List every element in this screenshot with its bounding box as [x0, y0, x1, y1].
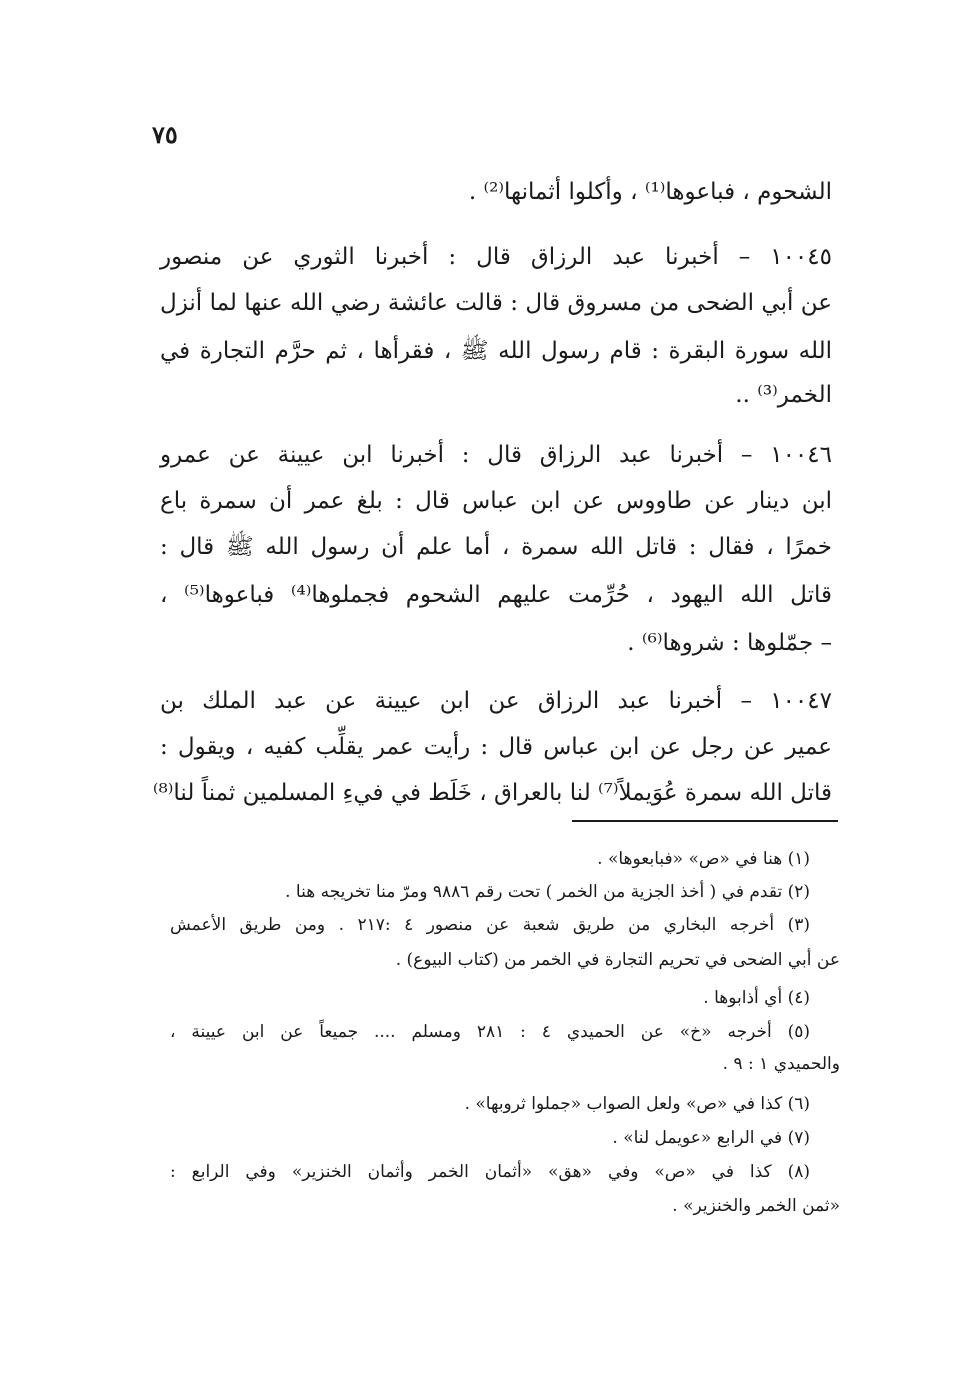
- footnote: عن أبي الضحى في تحريم التجارة في الخمر من (كتاب البيوع) .: [395, 950, 840, 970]
- body-line: – جمّلوها : شروها⁽⁶⁾ .: [627, 630, 832, 656]
- body-line: الشحوم ، فباعوها⁽¹⁾ ، وأكلوا أثمانها⁽²⁾ .: [468, 179, 832, 205]
- page-number: ٧٥: [152, 120, 178, 149]
- body-line: ١٠٠٤٥ – أخبرنا عبد الرزاق قال : أخبرنا الثوري عن منصور: [160, 244, 832, 270]
- footnote: (٤) أي أذابوها .: [703, 988, 810, 1008]
- footnote: والحميدي ١ : ٩ .: [722, 1054, 840, 1074]
- body-line: قاتل الله سمرة عُوَيملاً⁽⁷⁾ لنا بالعراق ، خَلَط في فيءِ المسلمين ثمناً لنا⁽⁸⁾: [152, 780, 832, 806]
- body-line: قاتل الله اليهود ، حُرِّمت عليهم الشحوم فجملوها⁽⁴⁾ فباعوها⁽⁵⁾ ،: [160, 582, 833, 608]
- footnote: «ثمن الخمر والخنزير» .: [672, 1196, 840, 1216]
- footnote: (٢) تقدم في ( أخذ الجزية من الخمر ) تحت رقم ٩٨٨٦ ومرّ منا تخريجه هنا .: [285, 882, 810, 902]
- footnote-separator: [572, 820, 838, 822]
- body-line: ١٠٠٤٦ – أخبرنا عبد الرزاق قال : أخبرنا ابن عيينة عن عمرو: [160, 442, 832, 468]
- body-line: الخمر⁽³⁾ ..: [735, 382, 832, 408]
- body-line: ١٠٠٤٧ – أخبرنا عبد الرزاق عن ابن عيينة عن عبد الملك بن: [160, 688, 832, 714]
- body-line: عن أبي الضحى من مسروق قال : قالت عائشة رضي الله عنها لما أنزل: [160, 290, 832, 316]
- footnote: (٧) في الرابع «عويمل لنا» .: [612, 1128, 810, 1148]
- footnote: (٥) أخرجه «خ» عن الحميدي ٤ : ٢٨١ ومسلم .... جميعاً عن ابن عيينة ،: [170, 1022, 811, 1042]
- body-line: عمير عن رجل عن ابن عباس قال : رأيت عمر يقلِّب كفيه ، ويقول :: [160, 734, 832, 760]
- footnote: (٣) أخرجه البخاري من طريق شعبة عن منصور ٤ :٢١٧ . ومن طريق الأعمش: [170, 915, 810, 935]
- body-line: خمرًا ، فقال : قاتل الله سمرة ، أما علم أن رسول الله ﷺ قال :: [160, 534, 832, 560]
- body-line: الله سورة البقرة : قام رسول الله ﷺ ، فقرأها ، ثم حرَّم التجارة في: [160, 338, 832, 364]
- footnote: (١) هنا في «ص» «فبابعوها» .: [597, 849, 810, 869]
- body-line: ابن دينار عن طاووس عن ابن عباس قال : بلغ عمر أن سمرة باع: [160, 488, 832, 514]
- footnote: (٦) كذا في «ص» ولعل الصواب «جملوا ثروبها» .: [464, 1094, 810, 1114]
- footnote: (٨) كذا في «ص» وفي «هق» «أثمان الخمر وأثمان الخنزير» وفي الرابع :: [170, 1162, 810, 1182]
